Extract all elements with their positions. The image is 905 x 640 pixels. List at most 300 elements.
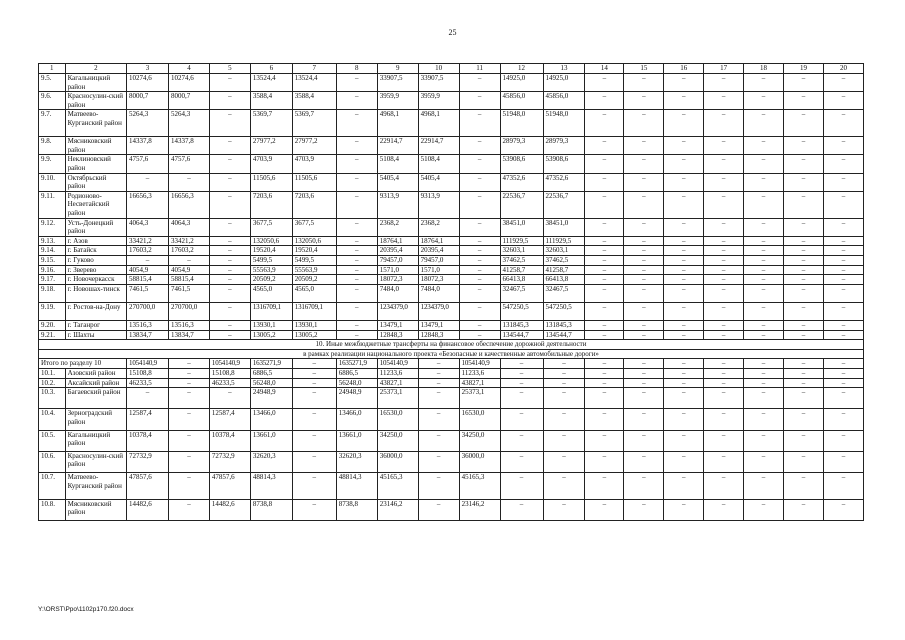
value-cell: 18072,3 — [418, 275, 459, 285]
row-name: Родионово-Несветайский район — [65, 191, 126, 218]
value-cell: – — [459, 110, 500, 137]
value-cell: 32603,1 — [500, 246, 543, 256]
value-cell: – — [664, 191, 704, 218]
value-cell: 7461,5 — [127, 284, 169, 302]
value-cell: 7484,0 — [377, 284, 418, 302]
value-cell: – — [704, 321, 744, 331]
value-cell: – — [744, 330, 784, 340]
column-header: 8 — [336, 64, 377, 74]
value-cell: – — [664, 236, 704, 246]
value-cell: 270700,0 — [168, 302, 209, 320]
value-cell: 38451,0 — [543, 218, 585, 236]
value-cell: – — [418, 451, 459, 472]
value-cell: – — [744, 265, 784, 275]
value-cell: – — [543, 499, 585, 520]
value-cell: – — [336, 137, 377, 155]
value-cell: – — [585, 284, 624, 302]
value-cell: – — [664, 430, 704, 451]
column-header: 11 — [459, 64, 500, 74]
value-cell: – — [704, 155, 744, 173]
value-cell: 6886,5 — [336, 369, 377, 379]
value-cell: – — [744, 218, 784, 236]
value-cell: 37462,5 — [500, 255, 543, 265]
value-cell: – — [459, 191, 500, 218]
value-cell: – — [784, 173, 824, 191]
value-cell: – — [585, 451, 624, 472]
value-cell: – — [624, 378, 664, 388]
value-cell: – — [744, 430, 784, 451]
value-cell: 16656,3 — [127, 191, 169, 218]
value-cell: – — [784, 137, 824, 155]
value-cell: 5405,4 — [377, 173, 418, 191]
row-number: 9.7. — [39, 110, 66, 137]
value-cell: – — [704, 137, 744, 155]
value-cell: 4064,3 — [168, 218, 209, 236]
value-cell: – — [744, 110, 784, 137]
value-cell: 48814,3 — [336, 472, 377, 499]
table-row — [39, 302, 864, 320]
value-cell: – — [784, 302, 824, 320]
value-cell: 79457,0 — [418, 255, 459, 265]
value-cell: – — [292, 472, 336, 499]
value-cell: – — [418, 430, 459, 451]
value-cell: 18764,1 — [377, 236, 418, 246]
row-number: 9.6. — [39, 92, 66, 110]
value-cell: – — [459, 74, 500, 92]
value-cell: – — [209, 388, 250, 409]
value-cell: 8738,8 — [250, 499, 292, 520]
value-cell: 19520,4 — [292, 246, 336, 256]
value-cell: 16530,0 — [459, 409, 500, 430]
value-cell: 16656,3 — [168, 191, 209, 218]
value-cell: 10274,6 — [127, 74, 169, 92]
row-number: 9.12. — [39, 218, 66, 236]
value-cell: 23146,2 — [377, 499, 418, 520]
value-cell: – — [744, 369, 784, 379]
value-cell: – — [459, 302, 500, 320]
value-cell: – — [704, 275, 744, 285]
row-name: Неклиновский район — [65, 155, 126, 173]
value-cell: – — [784, 369, 824, 379]
row-number: 9.15. — [39, 255, 66, 265]
value-cell: – — [784, 246, 824, 256]
value-cell: – — [823, 430, 863, 451]
value-cell: – — [168, 451, 209, 472]
value-cell: 13661,0 — [336, 430, 377, 451]
value-cell: – — [784, 155, 824, 173]
row-name: Зерноградский район — [65, 409, 126, 430]
value-cell: 5108,4 — [418, 155, 459, 173]
row-name: г. Шахты — [65, 330, 126, 340]
value-cell: – — [704, 359, 744, 369]
value-cell: – — [168, 430, 209, 451]
value-cell: 8000,7 — [127, 92, 169, 110]
footer-file-path: Y:\ORST\Ppo\1102p170.f20.docx — [38, 606, 134, 613]
value-cell: 12848,3 — [418, 330, 459, 340]
value-cell: – — [823, 275, 863, 285]
value-cell: – — [624, 321, 664, 331]
value-cell: 12587,4 — [209, 409, 250, 430]
value-cell: 34250,0 — [459, 430, 500, 451]
value-cell: – — [624, 191, 664, 218]
value-cell: – — [543, 369, 585, 379]
value-cell: 20509,2 — [292, 275, 336, 285]
value-cell: – — [543, 451, 585, 472]
value-cell: – — [292, 359, 336, 369]
value-cell: – — [209, 137, 250, 155]
value-cell: 53908,6 — [543, 155, 585, 173]
row-number: 10.3. — [39, 388, 66, 409]
value-cell: – — [624, 302, 664, 320]
value-cell: – — [418, 388, 459, 409]
value-cell: 33907,5 — [377, 74, 418, 92]
value-cell: 13479,1 — [377, 321, 418, 331]
value-cell: – — [585, 236, 624, 246]
value-cell: – — [168, 378, 209, 388]
value-cell: – — [704, 409, 744, 430]
value-cell: – — [585, 155, 624, 173]
value-cell: 18072,3 — [377, 275, 418, 285]
value-cell: – — [336, 173, 377, 191]
column-header: 5 — [209, 64, 250, 74]
value-cell: – — [664, 330, 704, 340]
value-cell: – — [168, 359, 209, 369]
value-cell: 36000,0 — [459, 451, 500, 472]
row-number: 9.20. — [39, 321, 66, 331]
value-cell: – — [784, 499, 824, 520]
value-cell: – — [624, 74, 664, 92]
value-cell: 7203,6 — [250, 191, 292, 218]
value-cell: – — [459, 275, 500, 285]
value-cell: 58815,4 — [127, 275, 169, 285]
value-cell: – — [127, 388, 169, 409]
value-cell: – — [585, 191, 624, 218]
value-cell: 9313,9 — [418, 191, 459, 218]
value-cell: 111929,5 — [543, 236, 585, 246]
row-name: г. Ростов-на-Дону — [65, 302, 126, 320]
row-number: 9.17. — [39, 275, 66, 285]
value-cell: – — [624, 284, 664, 302]
value-cell: 56248,0 — [250, 378, 292, 388]
table-row — [39, 236, 864, 246]
value-cell: – — [459, 173, 500, 191]
value-cell: 27977,2 — [292, 137, 336, 155]
value-cell: 16530,0 — [377, 409, 418, 430]
value-cell: 5499,5 — [292, 255, 336, 265]
value-cell: – — [664, 321, 704, 331]
value-cell: – — [744, 246, 784, 256]
table-row — [39, 173, 864, 191]
value-cell: – — [585, 430, 624, 451]
value-cell: – — [704, 284, 744, 302]
value-cell: 4757,6 — [127, 155, 169, 173]
value-cell: – — [704, 110, 744, 137]
value-cell: – — [823, 284, 863, 302]
value-cell: – — [209, 246, 250, 256]
value-cell: 48814,3 — [250, 472, 292, 499]
value-cell: – — [500, 409, 543, 430]
value-cell: 58815,4 — [168, 275, 209, 285]
row-name: Красносулин-ский район — [65, 451, 126, 472]
value-cell: 1635271,9 — [336, 359, 377, 369]
column-header: 20 — [823, 64, 863, 74]
value-cell: 132050,6 — [250, 236, 292, 246]
value-cell: – — [292, 499, 336, 520]
value-cell: 1054140,9 — [127, 359, 169, 369]
value-cell: – — [543, 472, 585, 499]
value-cell: – — [784, 472, 824, 499]
row-number: 9.10. — [39, 173, 66, 191]
value-cell: – — [336, 155, 377, 173]
value-cell: – — [209, 92, 250, 110]
value-cell: – — [585, 472, 624, 499]
value-cell: – — [704, 265, 744, 275]
table-row — [39, 409, 864, 430]
row-number: 9.16. — [39, 265, 66, 275]
value-cell: 5108,4 — [377, 155, 418, 173]
value-cell: – — [823, 137, 863, 155]
row-name: Кагальницкий район — [65, 430, 126, 451]
value-cell: 24948,9 — [250, 388, 292, 409]
value-cell: – — [418, 369, 459, 379]
value-cell: – — [823, 255, 863, 265]
value-cell: – — [459, 236, 500, 246]
value-cell: – — [624, 359, 664, 369]
value-cell: – — [127, 173, 169, 191]
value-cell: – — [784, 409, 824, 430]
value-cell: 25373,1 — [459, 388, 500, 409]
value-cell: – — [459, 284, 500, 302]
value-cell: – — [459, 246, 500, 256]
value-cell: 46233,5 — [127, 378, 169, 388]
value-cell: 8000,7 — [168, 92, 209, 110]
column-header: 4 — [168, 64, 209, 74]
value-cell: 51948,0 — [500, 110, 543, 137]
value-cell: – — [543, 430, 585, 451]
row-number: 10.4. — [39, 409, 66, 430]
value-cell: – — [585, 359, 624, 369]
value-cell: – — [336, 246, 377, 256]
value-cell: 5264,3 — [168, 110, 209, 137]
value-cell: 11233,6 — [459, 369, 500, 379]
value-cell: – — [704, 92, 744, 110]
value-cell: – — [624, 92, 664, 110]
value-cell: – — [459, 92, 500, 110]
value-cell: – — [585, 409, 624, 430]
value-cell: 15108,8 — [209, 369, 250, 379]
value-cell: 1054140,9 — [209, 359, 250, 369]
row-number: 9.11. — [39, 191, 66, 218]
value-cell: 45856,0 — [500, 92, 543, 110]
value-cell: 1054140,9 — [459, 359, 500, 369]
value-cell: 12587,4 — [127, 409, 169, 430]
row-name: Кагальницкий район — [65, 74, 126, 92]
table-row — [39, 472, 864, 499]
value-cell: – — [209, 330, 250, 340]
value-cell: 33907,5 — [418, 74, 459, 92]
value-cell: – — [624, 137, 664, 155]
row-number: 9.5. — [39, 74, 66, 92]
value-cell: 13524,4 — [292, 74, 336, 92]
value-cell: 11505,6 — [292, 173, 336, 191]
value-cell: 4703,9 — [292, 155, 336, 173]
value-cell: – — [418, 409, 459, 430]
value-cell: – — [664, 265, 704, 275]
value-cell: – — [336, 321, 377, 331]
value-cell: 28979,3 — [543, 137, 585, 155]
value-cell: – — [823, 155, 863, 173]
row-number: 9.8. — [39, 137, 66, 155]
row-number: 10.2. — [39, 378, 66, 388]
value-cell: 25373,1 — [377, 388, 418, 409]
value-cell: – — [624, 246, 664, 256]
value-cell: – — [418, 472, 459, 499]
value-cell: – — [744, 191, 784, 218]
value-cell: 13524,4 — [250, 74, 292, 92]
value-cell: – — [209, 302, 250, 320]
value-cell: 3959,9 — [418, 92, 459, 110]
value-cell: – — [209, 173, 250, 191]
value-cell: – — [624, 388, 664, 409]
value-cell: 17603,2 — [168, 246, 209, 256]
row-number: 9.19. — [39, 302, 66, 320]
value-cell: 4757,6 — [168, 155, 209, 173]
value-cell: – — [744, 275, 784, 285]
value-cell: – — [585, 74, 624, 92]
row-name: Аксайский район — [65, 378, 126, 388]
row-number: 9.14. — [39, 246, 66, 256]
row-number: 10.5. — [39, 430, 66, 451]
row-number: 9.21. — [39, 330, 66, 340]
value-cell: 15108,8 — [127, 369, 169, 379]
value-cell: – — [704, 388, 744, 409]
value-cell: – — [292, 451, 336, 472]
value-cell: – — [823, 92, 863, 110]
value-cell: – — [585, 330, 624, 340]
value-cell: – — [784, 388, 824, 409]
value-cell: – — [624, 472, 664, 499]
value-cell: 55563,9 — [250, 265, 292, 275]
value-cell: – — [664, 409, 704, 430]
value-cell: 1054140,9 — [377, 359, 418, 369]
value-cell: 45856,0 — [543, 92, 585, 110]
value-cell: 13516,3 — [127, 321, 169, 331]
row-name: г. Новочеркасск — [65, 275, 126, 285]
value-cell: – — [823, 451, 863, 472]
value-cell: 5499,5 — [250, 255, 292, 265]
value-cell: – — [664, 451, 704, 472]
value-cell: – — [585, 275, 624, 285]
value-cell: – — [336, 275, 377, 285]
value-cell: 33421,2 — [127, 236, 169, 246]
row-name: г. Таганрог — [65, 321, 126, 331]
value-cell: – — [664, 74, 704, 92]
value-cell: 14925,0 — [543, 74, 585, 92]
value-cell: – — [823, 265, 863, 275]
value-cell: 47352,6 — [543, 173, 585, 191]
value-cell: 131845,3 — [543, 321, 585, 331]
value-cell: – — [168, 472, 209, 499]
table-row — [39, 275, 864, 285]
section-title-row — [39, 349, 864, 359]
value-cell: – — [664, 472, 704, 499]
value-cell: – — [292, 378, 336, 388]
value-cell: – — [823, 302, 863, 320]
value-cell: – — [664, 499, 704, 520]
column-header: 6 — [250, 64, 292, 74]
value-cell: – — [624, 265, 664, 275]
value-cell: – — [744, 451, 784, 472]
table-row — [39, 369, 864, 379]
value-cell: – — [585, 173, 624, 191]
value-cell: – — [543, 388, 585, 409]
value-cell: – — [168, 255, 209, 265]
value-cell: – — [744, 74, 784, 92]
value-cell: – — [336, 302, 377, 320]
value-cell: 20395,4 — [418, 246, 459, 256]
value-cell: – — [209, 74, 250, 92]
value-cell: 13834,7 — [127, 330, 169, 340]
value-cell: – — [500, 378, 543, 388]
value-cell: – — [664, 173, 704, 191]
column-header: 15 — [624, 64, 664, 74]
value-cell: – — [823, 472, 863, 499]
value-cell: – — [585, 369, 624, 379]
value-cell: – — [500, 451, 543, 472]
value-cell: – — [459, 137, 500, 155]
value-cell: – — [500, 369, 543, 379]
value-cell: – — [744, 137, 784, 155]
value-cell: – — [418, 359, 459, 369]
value-cell: 47857,6 — [209, 472, 250, 499]
value-cell: – — [624, 173, 664, 191]
table-body — [39, 64, 864, 521]
value-cell: 1635271,9 — [250, 359, 292, 369]
value-cell: – — [784, 451, 824, 472]
value-cell: – — [823, 218, 863, 236]
value-cell: 4565,0 — [292, 284, 336, 302]
value-cell: – — [127, 255, 169, 265]
value-cell: – — [585, 388, 624, 409]
value-cell: – — [624, 218, 664, 236]
value-cell: 10378,4 — [209, 430, 250, 451]
value-cell: – — [168, 173, 209, 191]
value-cell: 4968,1 — [418, 110, 459, 137]
value-cell: – — [336, 330, 377, 340]
value-cell: – — [459, 265, 500, 275]
value-cell: 32620,3 — [336, 451, 377, 472]
section-title: 10. Иные межбюджетные трансферты на финансовое обеспечение дорожной деятельности — [39, 340, 864, 350]
row-name: г. Новошах-тинск — [65, 284, 126, 302]
value-cell: – — [209, 218, 250, 236]
value-cell: 43827,1 — [377, 378, 418, 388]
value-cell: – — [784, 74, 824, 92]
table-row — [39, 430, 864, 451]
value-cell: 1234379,0 — [377, 302, 418, 320]
column-header: 2 — [65, 64, 126, 74]
value-cell: – — [500, 499, 543, 520]
value-cell: 45165,3 — [459, 472, 500, 499]
value-cell: 3588,4 — [250, 92, 292, 110]
value-cell: – — [744, 359, 784, 369]
value-cell: – — [585, 499, 624, 520]
value-cell: 66413,8 — [543, 275, 585, 285]
value-cell: – — [744, 92, 784, 110]
value-cell: – — [418, 499, 459, 520]
value-cell: 2368,2 — [377, 218, 418, 236]
value-cell: – — [664, 137, 704, 155]
value-cell: – — [292, 388, 336, 409]
